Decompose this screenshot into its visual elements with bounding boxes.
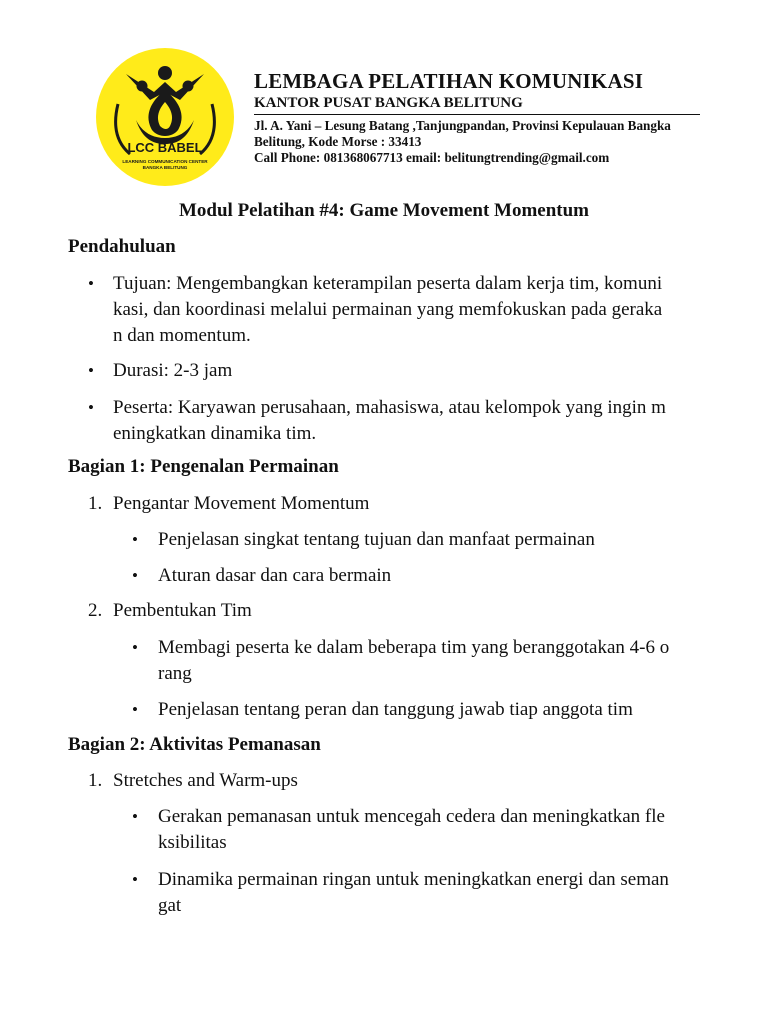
- bullet-line: gat: [158, 895, 182, 916]
- bullet-line: eningkatkan dinamika tim.: [113, 423, 317, 444]
- bullet-line: rang: [158, 663, 192, 684]
- logo-text: LCC BABEL: [127, 140, 203, 155]
- bullet-line: n dan momentum.: [113, 325, 251, 346]
- org-name: LEMBAGA PELATIHAN KOMUNIKASI: [254, 69, 644, 93]
- bullet-line: kasi, dan koordinasi melalui permainan yang memfokuskan pada geraka: [113, 299, 663, 320]
- bullet-line: Gerakan pemanasan untuk mencegah cedera dan meningkatkan fle: [158, 806, 665, 827]
- item-number: 1.: [88, 770, 103, 791]
- item-number: 2.: [88, 600, 103, 621]
- logo-subtext-1: LEARNING COMMUNICATION CENTER: [122, 159, 208, 164]
- bullet-glyph: •: [132, 700, 138, 719]
- lcc-babel-logo: [96, 46, 234, 188]
- bullet-line: Tujuan: Mengembangkan keterampilan peserta dalam kerja tim, komuni: [113, 273, 663, 294]
- section-heading-part-2: Bagian 2: Aktivitas Pemanasan: [68, 734, 321, 755]
- org-address-line-1: Jl. A. Yani – Lesung Batang ,Tanjungpandan, Provinsi Kepulauan Bangka: [254, 118, 671, 133]
- bullet-line: ksibilitas: [158, 832, 227, 853]
- item-label: Pembentukan Tim: [113, 600, 252, 621]
- letterhead: [254, 68, 700, 166]
- bullet-glyph: •: [132, 530, 138, 549]
- org-office: KANTOR PUSAT BANGKA BELITUNG: [254, 94, 700, 115]
- item-number: 1.: [88, 493, 103, 514]
- document-title: Modul Pelatihan #4: Game Movement Momentum: [178, 200, 590, 221]
- bullet-glyph: •: [132, 638, 138, 657]
- bullet-glyph: •: [88, 398, 94, 417]
- bullet-line: Durasi: 2-3 jam: [113, 360, 233, 381]
- bullet-glyph: •: [132, 807, 138, 826]
- bullet-line: Penjelasan tentang peran dan tanggung jawab tiap anggota tim: [158, 699, 633, 720]
- bullet-line: Peserta: Karyawan perusahaan, mahasiswa, atau kelompok yang ingin m: [113, 397, 666, 418]
- bullet-line: Penjelasan singkat tentang tujuan dan manfaat permainan: [158, 529, 595, 550]
- logo-subtext-2: BANGKA BELITUNG: [142, 165, 188, 170]
- bullet-glyph: •: [88, 361, 94, 380]
- section-heading-part-1: Bagian 1: Pengenalan Permainan: [68, 456, 339, 477]
- item-label: Pengantar Movement Momentum: [113, 493, 370, 514]
- item-label: Stretches and Warm-ups: [113, 770, 298, 791]
- bullet-line: Aturan dasar dan cara bermain: [158, 565, 392, 586]
- bullet-line: Membagi peserta ke dalam beberapa tim yang beranggotakan 4-6 o: [158, 637, 670, 658]
- org-address-line-2: Belitung, Kode Morse : 33413: [254, 134, 422, 149]
- bullet-glyph: •: [132, 870, 138, 889]
- bullet-glyph: •: [88, 274, 94, 293]
- bullet-glyph: •: [132, 566, 138, 585]
- org-contact: Call Phone: 081368067713 email: belitungtrending@gmail.com: [254, 150, 610, 165]
- section-heading-intro: Pendahuluan: [68, 236, 176, 257]
- bullet-line: Dinamika permainan ringan untuk meningkatkan energi dan seman: [158, 869, 669, 890]
